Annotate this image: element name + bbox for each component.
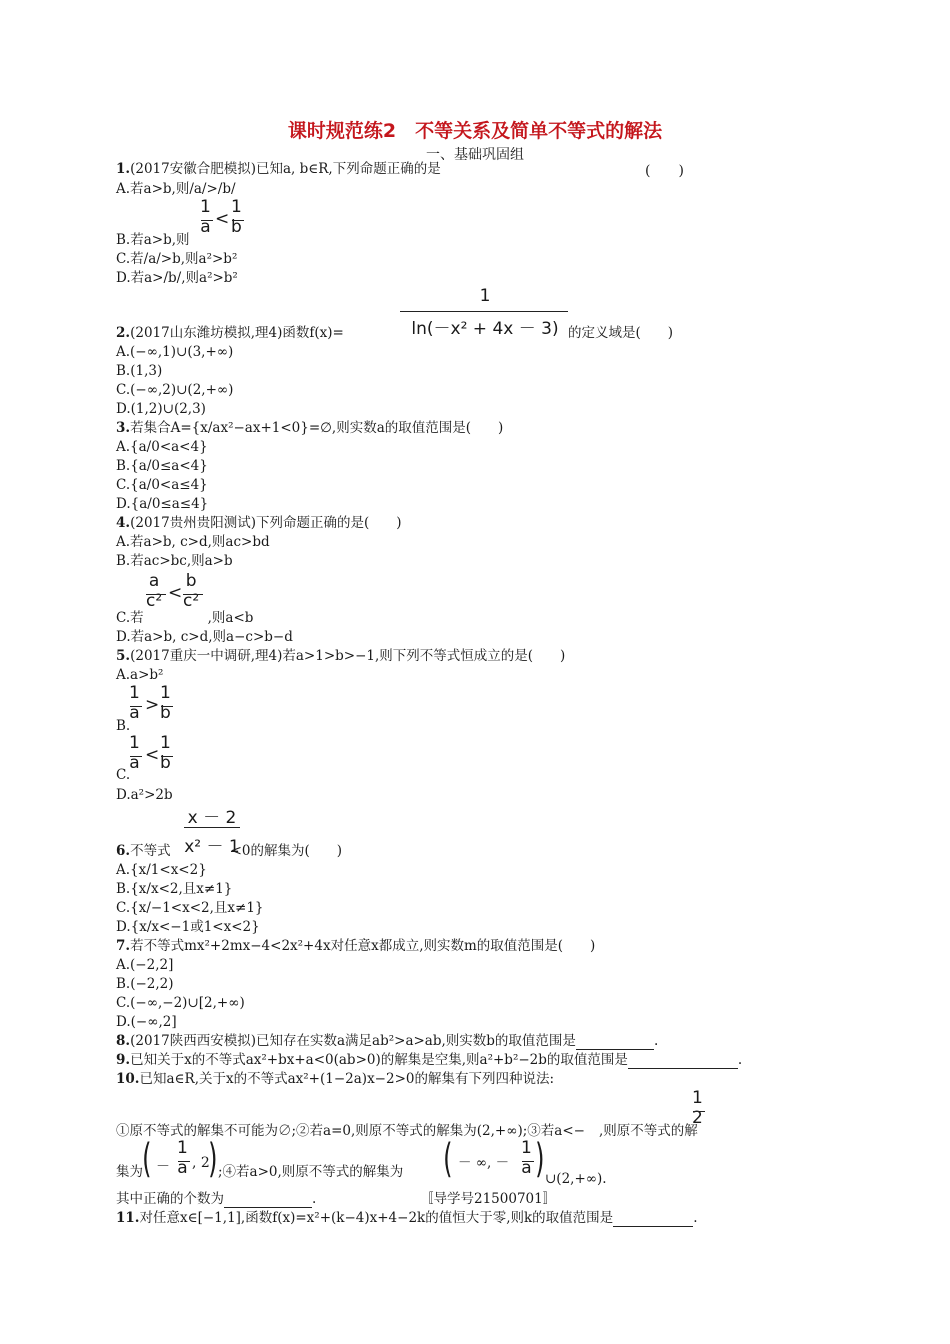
question-10-line-2: ①原不等式的解集不可能为∅;②若a=0,则原不等式的解集为(2,+∞);③若a<− ,则原不等式的解 <box>116 1123 698 1139</box>
answer-blank[interactable] <box>613 1212 693 1227</box>
option-b: B.(−2,2) <box>116 976 174 992</box>
question-10-line-3-a: 集为 <box>116 1164 143 1180</box>
question-5-stem: 5.(2017重庆一中调研,理4)若a>1>b>−1,则下列不等式恒成立的是( ) <box>116 648 566 664</box>
fraction-1-over-a: 1 a <box>200 197 211 237</box>
option-d: D.(−∞,2] <box>116 1014 177 1030</box>
interval-end: , 2 <box>192 1155 210 1171</box>
fraction-1-over-b: 1 b <box>160 683 171 723</box>
fraction-1-over-a: 1 a <box>129 733 140 773</box>
question-2-stem: 2.(2017山东潍坊模拟,理4)函数f(x)= <box>116 325 344 341</box>
q2-fraction: 1 ln(－x² + 4x － 3) <box>411 286 559 339</box>
answer-blank[interactable] <box>224 1193 312 1208</box>
option-b: B.若a>b,则 <box>116 232 190 248</box>
fraction-a-over-c2: a c² <box>146 571 163 611</box>
answer-blank[interactable] <box>576 1035 654 1050</box>
question-1-stem: 1.(2017安徽合肥模拟)已知a, b∈R,下列命题正确的是 <box>116 161 441 177</box>
option-a: A.a>b² <box>116 667 164 683</box>
option-d: D.{a/0≤a≤4} <box>116 496 209 512</box>
question-10-line-3-b: ;④若a>0,则原不等式的解集为 <box>218 1164 404 1180</box>
option-c: C.{x/−1<x<2,且x≠1} <box>116 900 264 916</box>
fraction-bar <box>693 1111 705 1112</box>
answer-blank[interactable] <box>628 1054 738 1069</box>
question-3-stem: 3.若集合A={x/ax²−ax+1<0}=∅,则实数a的取值范围是( ) <box>116 420 504 436</box>
q6-fraction: x － 2 x² － 1 <box>184 808 240 857</box>
option-a: A.{a/0<a<4} <box>116 439 208 455</box>
fraction-bar <box>130 706 142 707</box>
question-8-stem: 8.(2017陕西西安模拟)已知存在实数a满足ab²>a>ab,则实数b的取值范围是 . <box>116 1033 659 1049</box>
less-than-sign: < <box>215 209 230 229</box>
fraction-1-over-a: 1 a <box>521 1138 532 1178</box>
question-11-stem: 11.对任意x∈[−1,1],函数f(x)=x²+(k−4)x+4−2k的值恒大于零,则k的取值范围是 . <box>116 1210 698 1226</box>
fraction-bar <box>400 311 568 312</box>
interval-paren: ) <box>535 1136 545 1182</box>
greater-than-sign: > <box>145 695 160 715</box>
option-a: A.若a>b,则/a/>/b/ <box>116 181 236 197</box>
option-c: C.{a/0<a≤4} <box>116 477 208 493</box>
option-d: D.{x/x<−1或1<x<2} <box>116 919 260 935</box>
fraction-bar <box>161 706 173 707</box>
option-c: C. <box>116 767 131 783</box>
question-4-stem: 4.(2017贵州贵阳测试)下列命题正确的是( ) <box>116 515 402 531</box>
fraction-bar <box>183 594 203 595</box>
fraction-bar <box>184 827 240 828</box>
answer-paren: ( ) <box>645 163 684 179</box>
question-10-line-4: 其中正确的个数为 . <box>116 1191 317 1207</box>
option-b: B. <box>116 718 131 734</box>
less-than-sign: < <box>168 583 183 603</box>
less-than-sign: < <box>145 745 160 765</box>
question-number: 1. <box>116 161 131 177</box>
option-c: C.(−∞,−2)∪[2,+∞) <box>116 995 245 1011</box>
question-2-stem-tail: 的定义域是( ) <box>568 325 674 341</box>
fraction-bar <box>201 220 213 221</box>
fraction-bar <box>130 756 142 757</box>
option-b: B.若ac>bc,则a>b <box>116 553 233 569</box>
fraction-one-half: 1 2 <box>692 1088 703 1128</box>
page-title: 课时规范练2 不等关系及简单不等式的解法 <box>287 120 663 142</box>
reference-number: 〚导学号21500701〛 <box>420 1191 557 1207</box>
fraction-1-over-a: 1 a <box>129 683 140 723</box>
fraction-b-over-c2: b c² <box>183 571 200 611</box>
option-b: B.(1,3) <box>116 363 163 379</box>
option-c: C.若 ,则a<b <box>116 610 254 626</box>
question-9-stem: 9.已知关于x的不等式ax²+bx+a<0(ab>0)的解集是空集,则a²+b²−2b的取值范围是 . <box>116 1052 743 1068</box>
option-a: A.若a>b, c>d,则ac>bd <box>116 534 270 550</box>
question-7-stem: 7.若不等式mx²+2mx−4<2x²+4x对任意x都成立,则实数m的取值范围是( ) <box>116 938 596 954</box>
question-10-stem: 10.已知a∈R,关于x的不等式ax²+(1−2a)x−2>0的解集有下列四种说法: <box>116 1071 555 1087</box>
fraction-bar <box>178 1161 190 1162</box>
interval-paren: ) <box>208 1136 218 1182</box>
fraction-1-over-a: 1 a <box>177 1138 188 1178</box>
option-d: D.a²>2b <box>116 787 173 803</box>
option-c: C.(−∞,2)∪(2,+∞) <box>116 382 234 398</box>
option-b: B.{a/0≤a<4} <box>116 458 208 474</box>
question-10-line-3-c: ∪(2,+∞). <box>545 1171 607 1187</box>
option-a: A.(−2,2] <box>116 957 174 973</box>
fraction-bar <box>232 220 244 221</box>
option-a: A.(−∞,1)∪(3,+∞) <box>116 344 234 360</box>
fraction-bar <box>146 594 166 595</box>
question-6-stem: 6.不等式 <0的解集为( ) <box>116 843 343 859</box>
option-d: D.若a>/b/,则a²>b² <box>116 270 238 286</box>
fraction-bar <box>522 1161 534 1162</box>
option-c: C.若/a/>b,则a²>b² <box>116 251 238 267</box>
interval-minus: － <box>156 1159 170 1175</box>
interval-paren: ( <box>142 1136 152 1182</box>
fraction-bar <box>161 756 173 757</box>
interval-start: － ∞, － <box>458 1155 510 1171</box>
option-d: D.若a>b, c>d,则a−c>b−d <box>116 629 293 645</box>
section-heading: 一、基础巩固组 <box>426 147 524 163</box>
fraction-1-over-b: 1 b <box>160 733 171 773</box>
option-a: A.{x/1<x<2} <box>116 862 207 878</box>
fraction-1-over-b: 1 b <box>231 197 242 237</box>
interval-paren: ( <box>443 1136 453 1182</box>
option-b: B.{x/x<2,且x≠1} <box>116 881 233 897</box>
option-d: D.(1,2)∪(2,3) <box>116 401 206 417</box>
